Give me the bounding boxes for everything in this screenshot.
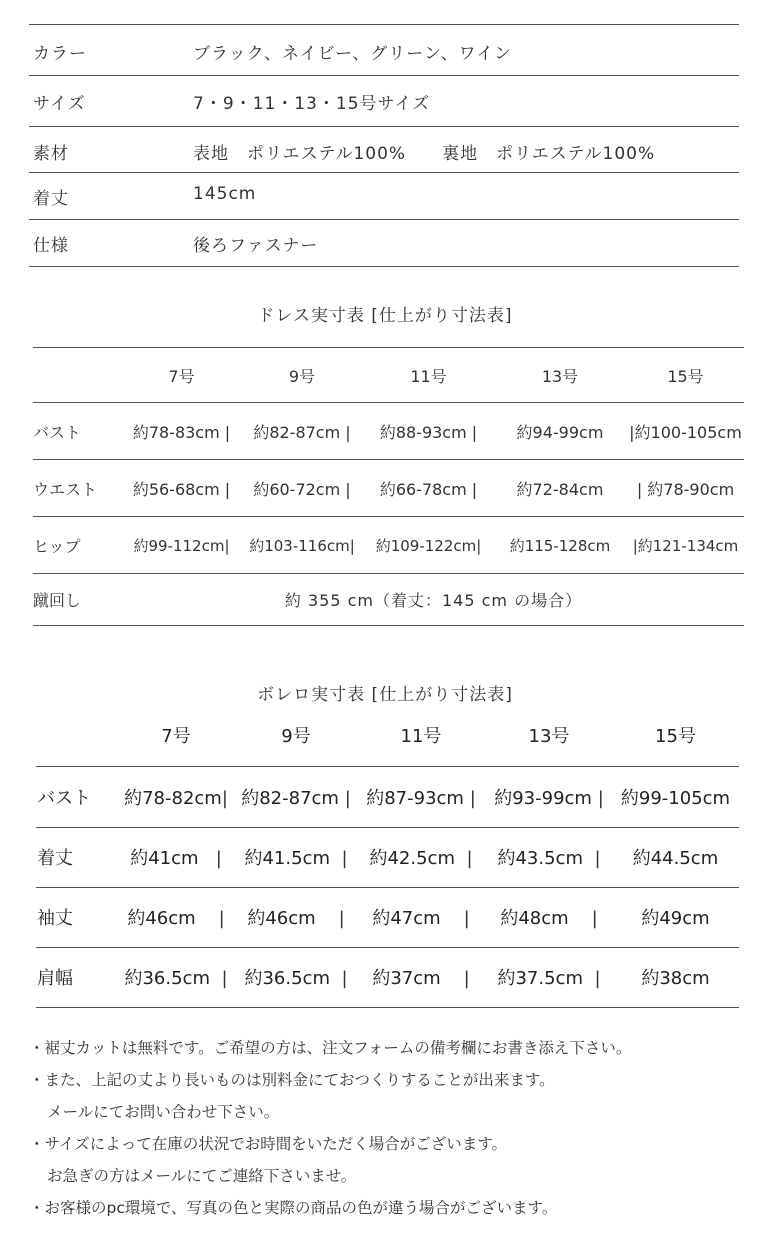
measurement-cell: |約100-105cm: [627, 403, 744, 460]
size-header: 9号: [236, 722, 356, 766]
spec-row-material: [29, 127, 739, 173]
hem-value: 約 355 cm（着丈：145 cm の場合）: [123, 574, 744, 626]
measurement-cell: 約82-87cm |: [240, 403, 364, 460]
dress-size-table: [33, 347, 744, 626]
measurement-cell: 約103-116cm|: [240, 517, 364, 574]
measurement-cell: 約78-83cm |: [123, 403, 240, 460]
bolero-header-row: [36, 722, 739, 766]
table-row: [33, 460, 744, 517]
note-line: メールにてお問い合わせ下さい。: [47, 1103, 280, 1121]
size-header: 15号: [612, 722, 739, 766]
measurement-cell: 約94-99cm: [493, 403, 627, 460]
table-row: [33, 517, 744, 574]
dress-size-title: ドレス実寸表 [仕上がり寸法表]: [257, 306, 513, 326]
spec-row-design: [29, 220, 739, 267]
notes: [29, 1032, 759, 1224]
size-header: 7号: [116, 722, 236, 766]
table-row: [36, 947, 739, 1007]
measurement-cell: 約44.5cm: [612, 827, 739, 887]
size-header: 11号: [356, 722, 486, 766]
measurement-cell: 約78-82cm|: [116, 766, 236, 827]
size-header: 7号: [123, 348, 240, 403]
bolero-size-title: ボレロ実寸表 [仕上がり寸法表]: [257, 685, 513, 705]
measurement-cell: 約42.5cm |: [356, 827, 486, 887]
spec-label: サイズ: [33, 94, 86, 114]
measurement-cell: 約56-68cm |: [123, 460, 240, 517]
spec-label: カラー: [33, 44, 87, 64]
spec-value: 表地 ポリエステル100% 裏地 ポリエステル100%: [193, 144, 656, 164]
measurement-cell: | 約78-90cm: [627, 460, 744, 517]
note-line: ・お客様のpc環境で、写真の色と実際の商品の色が違う場合がございます。: [29, 1199, 558, 1217]
spec-label: 素材: [33, 144, 69, 164]
table-row: [36, 887, 739, 947]
measurement-cell: 約41cm |: [116, 827, 236, 887]
spec-value: 後ろファスナー: [193, 236, 319, 256]
size-header: 13号: [493, 348, 627, 403]
row-label: 肩幅: [36, 947, 116, 1007]
measurement-cell: 約38cm: [612, 947, 739, 1007]
measurement-cell: 約66-78cm |: [364, 460, 493, 517]
measurement-cell: 約72-84cm: [493, 460, 627, 517]
spec-label: 仕様: [33, 236, 69, 256]
hem-row: [33, 574, 744, 626]
spec-row-length: [29, 173, 739, 220]
measurement-cell: 約37.5cm |: [486, 947, 612, 1007]
size-header: 13号: [486, 722, 612, 766]
spec-row-color: [29, 25, 739, 76]
row-label: 袖丈: [36, 887, 116, 947]
spec-value: ブラック、ネイビー、グリーン、ワイン: [193, 44, 513, 64]
measurement-cell: 約49cm: [612, 887, 739, 947]
measurement-cell: 約36.5cm |: [236, 947, 356, 1007]
table-row: [36, 827, 739, 887]
measurement-cell: 約87-93cm |: [356, 766, 486, 827]
measurement-cell: 約36.5cm |: [116, 947, 236, 1007]
measurement-cell: 約99-112cm|: [123, 517, 240, 574]
row-label: 着丈: [36, 827, 116, 887]
spec-row-size: [29, 76, 739, 127]
table-row: [33, 403, 744, 460]
row-label: ヒップ: [33, 517, 123, 574]
bolero-size-table: [36, 722, 739, 1008]
row-label: 蹴回し: [33, 574, 123, 626]
measurement-cell: 約41.5cm |: [236, 827, 356, 887]
size-header: 11号: [364, 348, 493, 403]
header-blank: [33, 348, 123, 403]
header-blank: [36, 722, 116, 766]
measurement-cell: |約121-134cm: [627, 517, 744, 574]
measurement-cell: 約48cm |: [486, 887, 612, 947]
row-label: ウエスト: [33, 460, 123, 517]
measurement-cell: 約37cm |: [356, 947, 486, 1007]
size-header: 9号: [240, 348, 364, 403]
measurement-cell: 約60-72cm |: [240, 460, 364, 517]
row-label: バスト: [33, 403, 123, 460]
measurement-cell: 約43.5cm |: [486, 827, 612, 887]
measurement-cell: 約99-105cm: [612, 766, 739, 827]
measurement-cell: 約47cm |: [356, 887, 486, 947]
dress-header-row: [33, 348, 744, 403]
spec-value: 7・9・11・13・15号サイズ: [193, 94, 431, 114]
measurement-cell: 約109-122cm|: [364, 517, 493, 574]
measurement-cell: 約82-87cm |: [236, 766, 356, 827]
spec-label: 着丈: [33, 189, 69, 209]
note-line: ・裾丈カットは無料です。ご希望の方は、注文フォームの備考欄にお書き添え下さい。: [29, 1039, 632, 1057]
measurement-cell: 約46cm |: [236, 887, 356, 947]
note-line: ・また、上記の丈より長いものは別料金にておつくりすることが出来ます。: [29, 1071, 555, 1089]
size-header: 15号: [627, 348, 744, 403]
spec-table: [29, 24, 739, 267]
table-row: [36, 766, 739, 827]
note-line: お急ぎの方はメールにてご連絡下さいませ。: [47, 1167, 357, 1185]
row-label: バスト: [36, 766, 116, 827]
measurement-cell: 約93-99cm |: [486, 766, 612, 827]
spec-value: 145cm: [193, 184, 257, 204]
note-line: ・サイズによって在庫の状況でお時間をいただく場合がございます。: [29, 1135, 508, 1153]
measurement-cell: 約115-128cm: [493, 517, 627, 574]
measurement-cell: 約88-93cm |: [364, 403, 493, 460]
measurement-cell: 約46cm |: [116, 887, 236, 947]
